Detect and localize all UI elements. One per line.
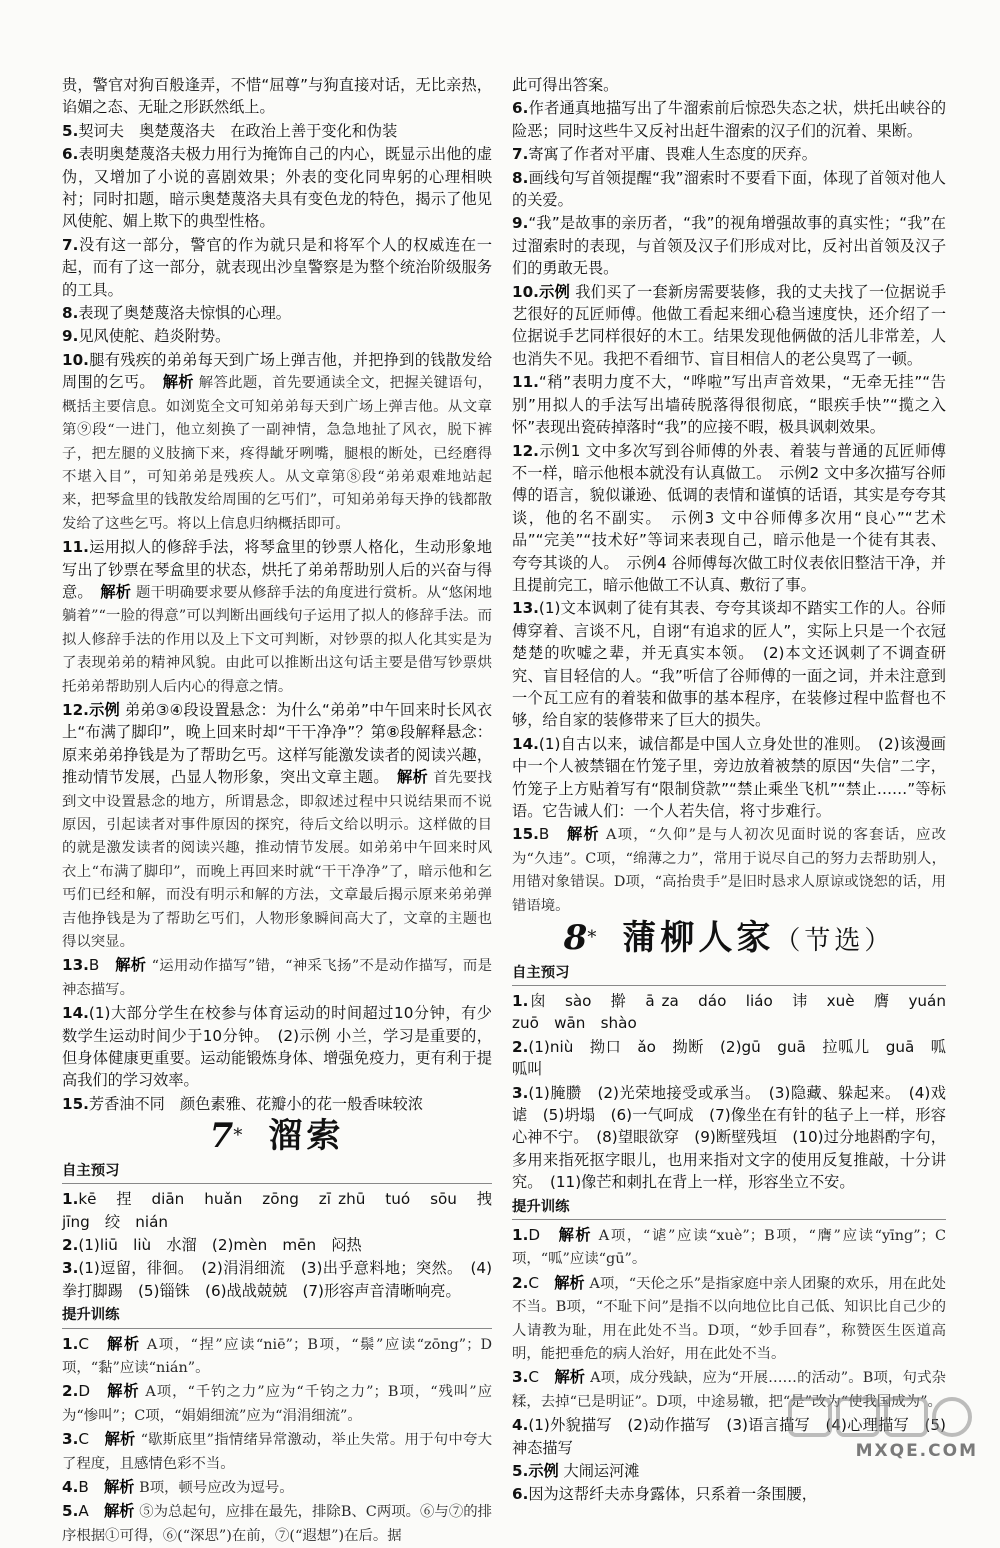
analysis-text: A项，“谑”应读“xuè”；B项，“膺”应读“yīng”；C项，“呱”应读“gū”。	[512, 1227, 947, 1268]
item-text: 弟弟③④段设置悬念：为什么“弟弟”中午回来时长风衣上“布满了脚印”，晚上回来时却“干干净净”？第⑧段解释悬念：原来弟弟挣钱是为了帮助乞丐。这样写能激发读者的阅读兴趣，推动情节发展，凸显人物形象，突出文章主题。	[62, 700, 493, 787]
analysis-label: 解析	[554, 1368, 586, 1387]
answer-item	[62, 1093, 492, 1115]
answer-item	[62, 954, 492, 1001]
lesson-name: 蒲柳人家	[622, 918, 775, 959]
item-text: 示例1 文中多次写到谷师傅的外表、着装与普通的瓦匠师傅不一样，暗示他根本就没有认真做工。 示例2 文中多次描写谷师傅的语言，貌似谦逊、低调的表情和谨慎的话语，其实是夸夸其谈，他的名不副实。 示例3 文中谷师傅多次用“良心”“艺术品”“完美”“技术好”等词来表现自己，暗示他是一个徒有其表、夸夸其谈的人。 示例4 谷师傅每次做工时仪表依旧整洁干净，并且提前完工，暗示他做工不认真、敷衍了事。	[512, 441, 946, 594]
answer-item	[62, 1428, 492, 1475]
answer-item	[62, 349, 492, 535]
answer-item	[62, 302, 492, 324]
section-heading-training: 提升训练	[512, 1196, 946, 1220]
answer-item	[512, 1036, 946, 1081]
analysis-label: 解析	[558, 1225, 593, 1244]
item-text: 运用拟人的修辞手法，将琴盒里的钞票人格化，生动形象地写出了钞票在琴盒里的状态，烘托了弟弟帮助别人后的兴奋与得意。	[62, 538, 492, 601]
answer-item	[512, 143, 946, 165]
answer-item	[512, 167, 946, 212]
item-number: 6.	[62, 145, 79, 164]
analysis-text: 题干明确要求要从修辞手法的角度进行赏析。从“悠闲地躺着”“一脸的得意”可以判断出画线句子运用了拟人的修辞手法。而拟人修辞手法的作用以及上下文可判断，对钞票的拟人化其实是为了表现弟弟的精神风貌。由此可以推断出这句话主要是借写钞票烘托弟弟帮助别人后内心的得意之情。	[62, 584, 493, 695]
item-number: 4.	[512, 1416, 529, 1435]
analysis-label: 解析	[115, 956, 147, 975]
answer-item	[62, 1500, 492, 1547]
item-number: 6.	[512, 1485, 529, 1504]
item-text: 契诃夫 奥楚蔑洛夫 在政治上善于变化和伪装	[78, 121, 398, 140]
answer-item	[512, 990, 962, 1035]
answer-item	[512, 212, 946, 279]
answer-item	[512, 1272, 946, 1366]
item-number: 7.	[512, 145, 529, 164]
answer-item	[512, 74, 946, 96]
lesson-title	[62, 1116, 492, 1157]
item-number: 12.	[62, 700, 89, 719]
item-text: (1)文本讽刺了徒有其表、夸夸其谈却不踏实工作的人。谷师傅穿着、言谈不凡，自诩“有追求的匠人”，实际上只是一个衣冠楚楚的吹嘘之辈，并无真实本领。 (2)本文还讽刺了不调查研究、盲目轻信的人。“我”听信了谷师傅的一面之词，并未注意到一个瓦工应有的着装和做事的基本程序，在装修过程中监督也不够，给自家的装修带来了巨大的损失。	[512, 599, 946, 730]
item-text: 囱 sào 擀 ā za dáo liáo 讳 xuè 膺 yuán zuō wān shào	[512, 991, 962, 1033]
item-text: (1)大部分学生在校参与体育运动的时间超过10分钟，有少数学生运动时间少于10分钟。 (2)示例 小兰，学习是重要的，但身体健康更重要。运动能锻炼身体、增强免疫力，更有利于提高我们的学习效率。	[62, 1004, 492, 1090]
answer-item	[512, 281, 946, 371]
item-text: “稍”表明力度不大，“哗啦”写出声音效果，“无牵无挂”“告别”用拟人的手法写出墙砖脱落得很彻底，“眼疾手快”“揽之入怀”表现出瓷砖掉落时“我”的应接不暇，极具讽刺效果。	[512, 373, 946, 437]
answer-item	[62, 1002, 492, 1092]
analysis-text: “歇斯底里”指情绪异常激动，举止失常。用于句中夸大了程度，且感情色彩不当。	[62, 1432, 493, 1472]
item-number: 6.	[512, 99, 529, 118]
answer-item	[512, 597, 946, 731]
item-number: 13.	[512, 599, 539, 618]
item-number: 5.	[62, 121, 79, 140]
analysis-text: 解答此题，首先要通读全文，把握关键语句，概括主要信息。如浏览全文可知弟弟每天到广场上弹吉他。从文章第⑨段“一进门，他立刻换了一副神情，急急地扯了风衣，脱下裤子，把左腿的义肢摘下来，疼得龇牙咧嘴，腿根的断处，已经磨得不堪入目”，可知弟弟是残疾人。从文章第⑧段“弟弟艰难地站起来，把琴盒里的钱散发给周围的乞丐们”，可知弟弟每天挣的钱都散发给了这些乞丐。将以上信息归纳概括即可。	[62, 375, 493, 532]
answer-item	[512, 97, 946, 142]
item-text: 大闹运河滩	[563, 1462, 640, 1481]
answer-item	[62, 1333, 492, 1380]
item-text: 表明奥楚蔑洛夫极力用行为掩饰自己的内心，既显示出他的虚伪，又增加了小说的喜剧效果；外表的变化同卑躬的心理相映衬；同时扣题，暗示奥楚蔑洛夫具有变色龙的特色，揭示了他见风使舵、媚上欺下的典型性格。	[62, 145, 492, 231]
item-text: B	[538, 825, 550, 844]
analysis-text: ⑤为总起句，应排在最先，排除B、C两项。⑥与⑦的排序根据①可得，⑥(“深思”)在前，⑦(“遐想”)在后。据	[62, 1504, 493, 1544]
item-number: 5.	[62, 1502, 79, 1521]
analysis-text: A项，“久仰”是与人初次见面时说的客套话，应改为“久违”。C项，“绵薄之力”，常用于说尽自己的努力去帮助别人，用错对象错误。D项，“高抬贵手”是旧时恳求人原谅或饶恕的话，用错语境。	[512, 827, 947, 914]
item-number: 14.	[512, 734, 539, 753]
item-text: “我”是故事的亲历者，“我”的视角增强故事的真实性；“我”在过溜索时的表现，与首领及汉子们形成对比，反衬出首领及汉子们的勇敢无畏。	[512, 214, 946, 278]
analysis-label: 解析	[567, 825, 600, 844]
item-number: 11.	[62, 538, 89, 557]
analysis-text: A项，“捏”应读“niē”；B项，“鬃”应读“zōng”；D项，“黏”应读“nián”。	[62, 1336, 492, 1376]
item-number: 10.	[512, 282, 539, 301]
item-number: 15.	[62, 1094, 89, 1113]
answer-item	[512, 823, 946, 917]
analysis-label: 解析	[396, 768, 429, 787]
answer-item	[62, 1476, 492, 1499]
item-number: 9.	[512, 214, 529, 233]
item-number: 9.	[62, 327, 79, 346]
item-text: C	[78, 1334, 89, 1353]
item-number: 1.	[62, 1190, 79, 1209]
item-text: 我们买了一套新房需要装修，我的丈夫找了一位据说手艺很好的瓦匠师傅。他做工看起来细心稳当速度快，还介绍了一位据说手艺同样很好的木工。结果发现他俩做的活儿非常差，人也消失不见。我把不看细节、盲目相信人的老公臭骂了一顿。	[512, 282, 947, 368]
item-text: D	[528, 1225, 541, 1244]
item-text: C	[528, 1368, 539, 1387]
item-text: A	[78, 1502, 89, 1521]
answer-item	[62, 120, 492, 142]
analysis-text: A项，成分残缺，应为“开展……的活动”。B项，句式杂糅，去掉“已是明证”。D项，中途易辙，把“是”改为“使我国成为”。	[512, 1370, 947, 1410]
analysis-text: A项，“千钓之力”应为“千钧之力”；B项，“残叫”应为“惨叫”；C项，“娟娟细流”应为“涓涓细流”。	[62, 1384, 493, 1424]
example-tag: 示例	[88, 700, 120, 719]
analysis-label: 解析	[107, 1382, 140, 1401]
item-number: 3.	[62, 1259, 79, 1278]
item-text: (1)外貌描写 (2)动作描写 (3)语言描写 (4)心理描写 (5)神态描写	[512, 1416, 946, 1457]
analysis-label: 解析	[103, 1478, 135, 1497]
item-text: (1)自古以来，诚信都是中国人立身处世的准则。 (2)该漫画中一个人被禁锢在竹笼子里，旁边放着被禁的原因“失信”二字，竹笼子上方贴着写有“限制贷款”“禁止乘坐飞机”“禁止……”等标语。它告诫人们：一个人若失信，将寸步难行。	[512, 734, 946, 820]
item-number: 3.	[512, 1083, 529, 1102]
answer-item	[512, 440, 946, 597]
section-heading-preview: 自主预习	[62, 1160, 492, 1184]
example-tag: 示例	[538, 282, 571, 301]
item-text: 此可得出答案。	[512, 76, 619, 94]
item-text: 因为这帮纤夫赤身露体，只系着一条围腰，	[528, 1485, 817, 1504]
item-number: 1.	[512, 991, 529, 1010]
answer-item	[512, 1460, 946, 1482]
analysis-label: 解析	[104, 1430, 136, 1449]
analysis-text: “运用动作描写”错，“神采飞扬”不是动作描写，而是神态描写。	[62, 958, 493, 998]
item-text: B	[88, 956, 100, 975]
item-text: B	[78, 1478, 89, 1497]
right-column	[512, 74, 962, 1507]
item-text: 作者通真地描写出了牛溜索前后惊恐失态之状，烘托出峡谷的险恶；同时这些牛又反衬出赶牛溜索的汉子们的沉着、果断。	[512, 99, 946, 140]
answer-item	[62, 234, 492, 301]
item-text: C	[528, 1273, 539, 1292]
analysis-label: 解析	[103, 1502, 135, 1521]
item-text: 没有这一部分，警官的作为就只是和将军个人的权威连在一起，而有了这一部分，就表现出沙皇警察是为整个统治阶级服务的工具。	[62, 235, 492, 299]
item-text: 表现了奥楚蔑洛夫惊惧的心理。	[78, 304, 291, 323]
item-number: 1.	[62, 1334, 79, 1353]
analysis-text: 首先要找到文中设置悬念的地方，所谓悬念，即叙述过程中只说结果而不说原因，引起读者对事件原因的探究，待后文给以明示。这样做的目的就是激发读者的阅读兴趣，推动情节发展。如弟弟中午回来时风衣上“布满了脚印”，而晚上再回来时就“干干净净”了，暗示他和乞丐们已经和解，而没有明示和解的方法，文章最后揭示原来弟弟弹吉他挣钱是为了帮助乞丐们，人物形象瞬间高大了，文章的主题也得以突显。	[62, 770, 493, 951]
item-number: 3.	[512, 1368, 529, 1387]
item-text: 寄寓了作者对平庸、畏难人生态度的厌弃。	[528, 145, 817, 164]
answer-item	[62, 536, 492, 698]
lesson-star: *	[587, 927, 597, 949]
answer-item	[62, 325, 492, 347]
item-number: 7.	[62, 235, 79, 254]
item-number: 2.	[62, 1382, 79, 1401]
item-number: 8.	[62, 304, 79, 323]
item-text: (1)逗留，徘徊。 (2)涓涓细流 (3)出乎意料地；突然。 (4)拳打脚踢 (5)锱铢 (6)战战兢兢 (7)形容声音清晰响亮。	[62, 1259, 492, 1300]
item-text: kē 捏 diān huǎn zōng zī zhū tuó sōu 拽 jīng 绞 nián	[62, 1190, 508, 1231]
item-text: C	[78, 1430, 89, 1449]
analysis-label: 解析	[107, 1334, 141, 1353]
lesson-name: 溜索	[268, 1116, 345, 1157]
item-number: 15.	[512, 825, 539, 844]
item-number: 2.	[62, 1235, 79, 1254]
answer-item	[62, 1380, 492, 1427]
item-text: 见风使舵、趋炎附势。	[78, 327, 231, 346]
item-number: 11.	[512, 373, 539, 392]
answer-item	[512, 1082, 946, 1194]
item-number: 5.	[512, 1462, 529, 1481]
answer-item	[512, 1483, 946, 1505]
item-number: 2.	[512, 1273, 529, 1292]
answer-item	[512, 1224, 946, 1271]
answer-item	[62, 1234, 492, 1256]
answer-item	[62, 1257, 492, 1302]
example-tag: 示例	[528, 1462, 559, 1481]
lesson-number: 7	[209, 1116, 234, 1157]
lesson-subtitle: （节选）	[774, 926, 895, 957]
item-text: (1)liū liù 水溜 (2)mèn mēn 闷热	[78, 1235, 362, 1254]
lesson-title	[512, 918, 946, 959]
item-number: 13.	[62, 956, 89, 975]
analysis-label: 解析	[100, 582, 132, 601]
analysis-text: A项，“天伦之乐”是指家庭中亲人团聚的欢乐，用在此处不当。B项，“不耻下问”是指不以向地位比自己低、知识比自己少的人请教为耻，用在此处不当。D项，“妙手回春”，称赞医生医道高明，能把垂危的病人治好，用在此处不当。	[512, 1275, 947, 1362]
section-heading-preview: 自主预习	[512, 962, 946, 986]
item-text: (1)腌臜 (2)光荣地接受或承当。 (3)隐藏、躲起来。 (4)戏谑 (5)坍塌 (6)一气呵成 (7)像坐在有针的毡子上一样，形容心神不宁。 (8)望眼欲穿 (9)断壁残垣 (10)过分地斟酌字句，多用来指死抠字眼儿，也用来指对文字的使用反复推敲，十分讲究。 (11)像芒和刺扎在背上一样，形容坐立不安。	[512, 1083, 946, 1192]
item-number: 14.	[62, 1004, 89, 1023]
lesson-number: 8	[563, 918, 588, 959]
left-column	[62, 74, 508, 1548]
lesson-star: *	[233, 1125, 243, 1147]
item-text: D	[78, 1382, 91, 1401]
answer-item	[62, 74, 492, 119]
item-text: (1)niù 拗口 ǎo 拗断 (2)gū guā 拉呱儿 guā 呱呱叫	[512, 1037, 946, 1079]
item-number: 8.	[512, 168, 529, 187]
item-text: 芳香油不同 颜色素雅、花瓣小的花一般香味较浓	[88, 1094, 424, 1113]
analysis-text: B项，顿号应改为逗号。	[139, 1480, 294, 1497]
item-number: 4.	[62, 1478, 79, 1497]
section-heading-training: 提升训练	[62, 1304, 492, 1328]
item-number: 12.	[512, 441, 539, 460]
answer-item	[512, 371, 946, 438]
answer-item	[62, 699, 492, 953]
answer-item	[512, 733, 946, 823]
item-number: 2.	[512, 1037, 529, 1056]
item-number: 3.	[62, 1430, 79, 1449]
analysis-label: 解析	[162, 373, 194, 392]
item-text: 贵，警官对狗百般逢弄，不惜“屈尊”与狗直接对话，无比亲热，谄媚之态、无耻之形跃然纸上。	[62, 76, 492, 117]
item-text: 画线句写首领提醒“我”溜索时不要看下面，体现了首领对他人的关爱。	[512, 168, 946, 210]
item-number: 1.	[512, 1225, 529, 1244]
watermark-text: MXQE.COM	[855, 1441, 978, 1461]
item-number: 10.	[62, 350, 89, 369]
answer-item	[62, 1188, 508, 1233]
analysis-label: 解析	[554, 1273, 585, 1292]
answer-item	[62, 143, 492, 233]
item-text: 腿有残疾的弟弟每天到广场上弹吉他，并把挣到的钱散发给周围的乞丐。	[62, 350, 492, 392]
